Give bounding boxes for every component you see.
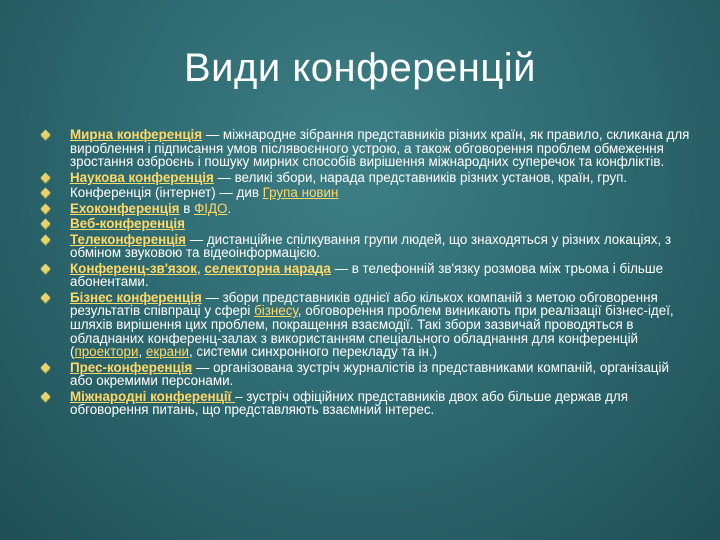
diamond-bullet-icon <box>41 263 51 273</box>
separator: , <box>138 344 146 360</box>
inline-link[interactable]: Група новин <box>262 185 339 201</box>
diamond-bullet-icon <box>41 292 51 302</box>
term-link[interactable]: селекторна нарада <box>204 260 331 276</box>
item-description: , обговорення проблем виникають при реалізації бізнес-ідеї, шляхів вирішення цих проблем, покращення взаємодії. Такі збори зазвичай проводяться в обладнаних конференц-залах з використанням спеціального обладнання для конференцій ( <box>70 303 674 360</box>
inline-link[interactable]: ФІДО <box>194 200 228 216</box>
term-link[interactable]: Конференц-зв'язок <box>70 260 197 276</box>
item-description: , системи синхронного перекладу та ін.) <box>188 344 438 360</box>
term-link[interactable]: Телеконференція <box>70 231 186 247</box>
item-description: — збори представників однієї або кількох компаній з метою обговорення результатів співпраці у сфері <box>70 289 658 319</box>
item-description: – зустріч офіційних представників двох або більше держав для обговорення питань, що представляють взаємний інтерес. <box>70 388 628 418</box>
diamond-bullet-icon <box>41 203 51 213</box>
item-description: Конференція (інтернет) — див <box>70 185 263 201</box>
term-link[interactable]: Веб-конференція <box>70 216 185 232</box>
diamond-bullet-icon <box>41 234 51 244</box>
list-item <box>42 171 692 185</box>
item-description: в <box>179 200 195 216</box>
separator: , <box>196 260 205 276</box>
inline-link[interactable]: проектори <box>74 344 139 360</box>
item-description: . <box>227 200 232 216</box>
list-item <box>42 186 692 200</box>
item-description: — організована зустріч журналістів із представниками компаній, організацій або окремими персонами. <box>70 359 669 389</box>
inline-link[interactable]: бізнесу <box>254 303 298 319</box>
inline-link[interactable]: екрани <box>145 344 189 360</box>
diamond-bullet-icon <box>41 172 51 182</box>
diamond-bullet-icon <box>41 362 51 372</box>
slide-title: Види конференцій <box>184 46 536 90</box>
diamond-bullet-icon <box>41 188 51 198</box>
diamond-bullet-icon <box>41 130 51 140</box>
list-item <box>42 291 692 359</box>
diamond-bullet-icon <box>41 219 51 229</box>
item-description: — дистанційне спілкування групи людей, що знаходяться у різних локаціях, з обміном звуковою та відеоінформацією. <box>70 231 672 261</box>
term-link[interactable]: Наукова конференція <box>70 169 214 185</box>
list-item <box>42 233 692 260</box>
item-description: — великі збори, нарада представників різних установ, країн, груп. <box>213 169 628 185</box>
term-link[interactable]: Міжнародні конференції <box>70 388 236 404</box>
list-item <box>42 202 692 216</box>
diamond-bullet-icon <box>41 391 51 401</box>
term-link[interactable]: Ехоконференція <box>70 200 180 216</box>
list-item <box>42 361 692 388</box>
list-item <box>42 128 692 169</box>
term-link[interactable]: Прес-конференція <box>70 359 193 375</box>
list-item <box>42 217 692 231</box>
term-link[interactable]: Мирна конференція <box>70 127 203 142</box>
term-link[interactable]: Бізнес конференція <box>70 289 202 305</box>
list-item <box>42 262 692 289</box>
item-description: — в телефонній зв'язку розмова між трьома і більше абонентами. <box>70 260 664 290</box>
conference-types-list <box>42 128 692 419</box>
list-item <box>42 390 692 417</box>
item-description: — міжнародне зібрання представників різних країн, як правило, скликана для вироблення і підписання умов післявоєнного устрою, а також обговорення проблем обмеження зростання озброєнь і пошуку мирних способів вирішення міжнародних суперечок та конфліктів. <box>70 127 690 170</box>
